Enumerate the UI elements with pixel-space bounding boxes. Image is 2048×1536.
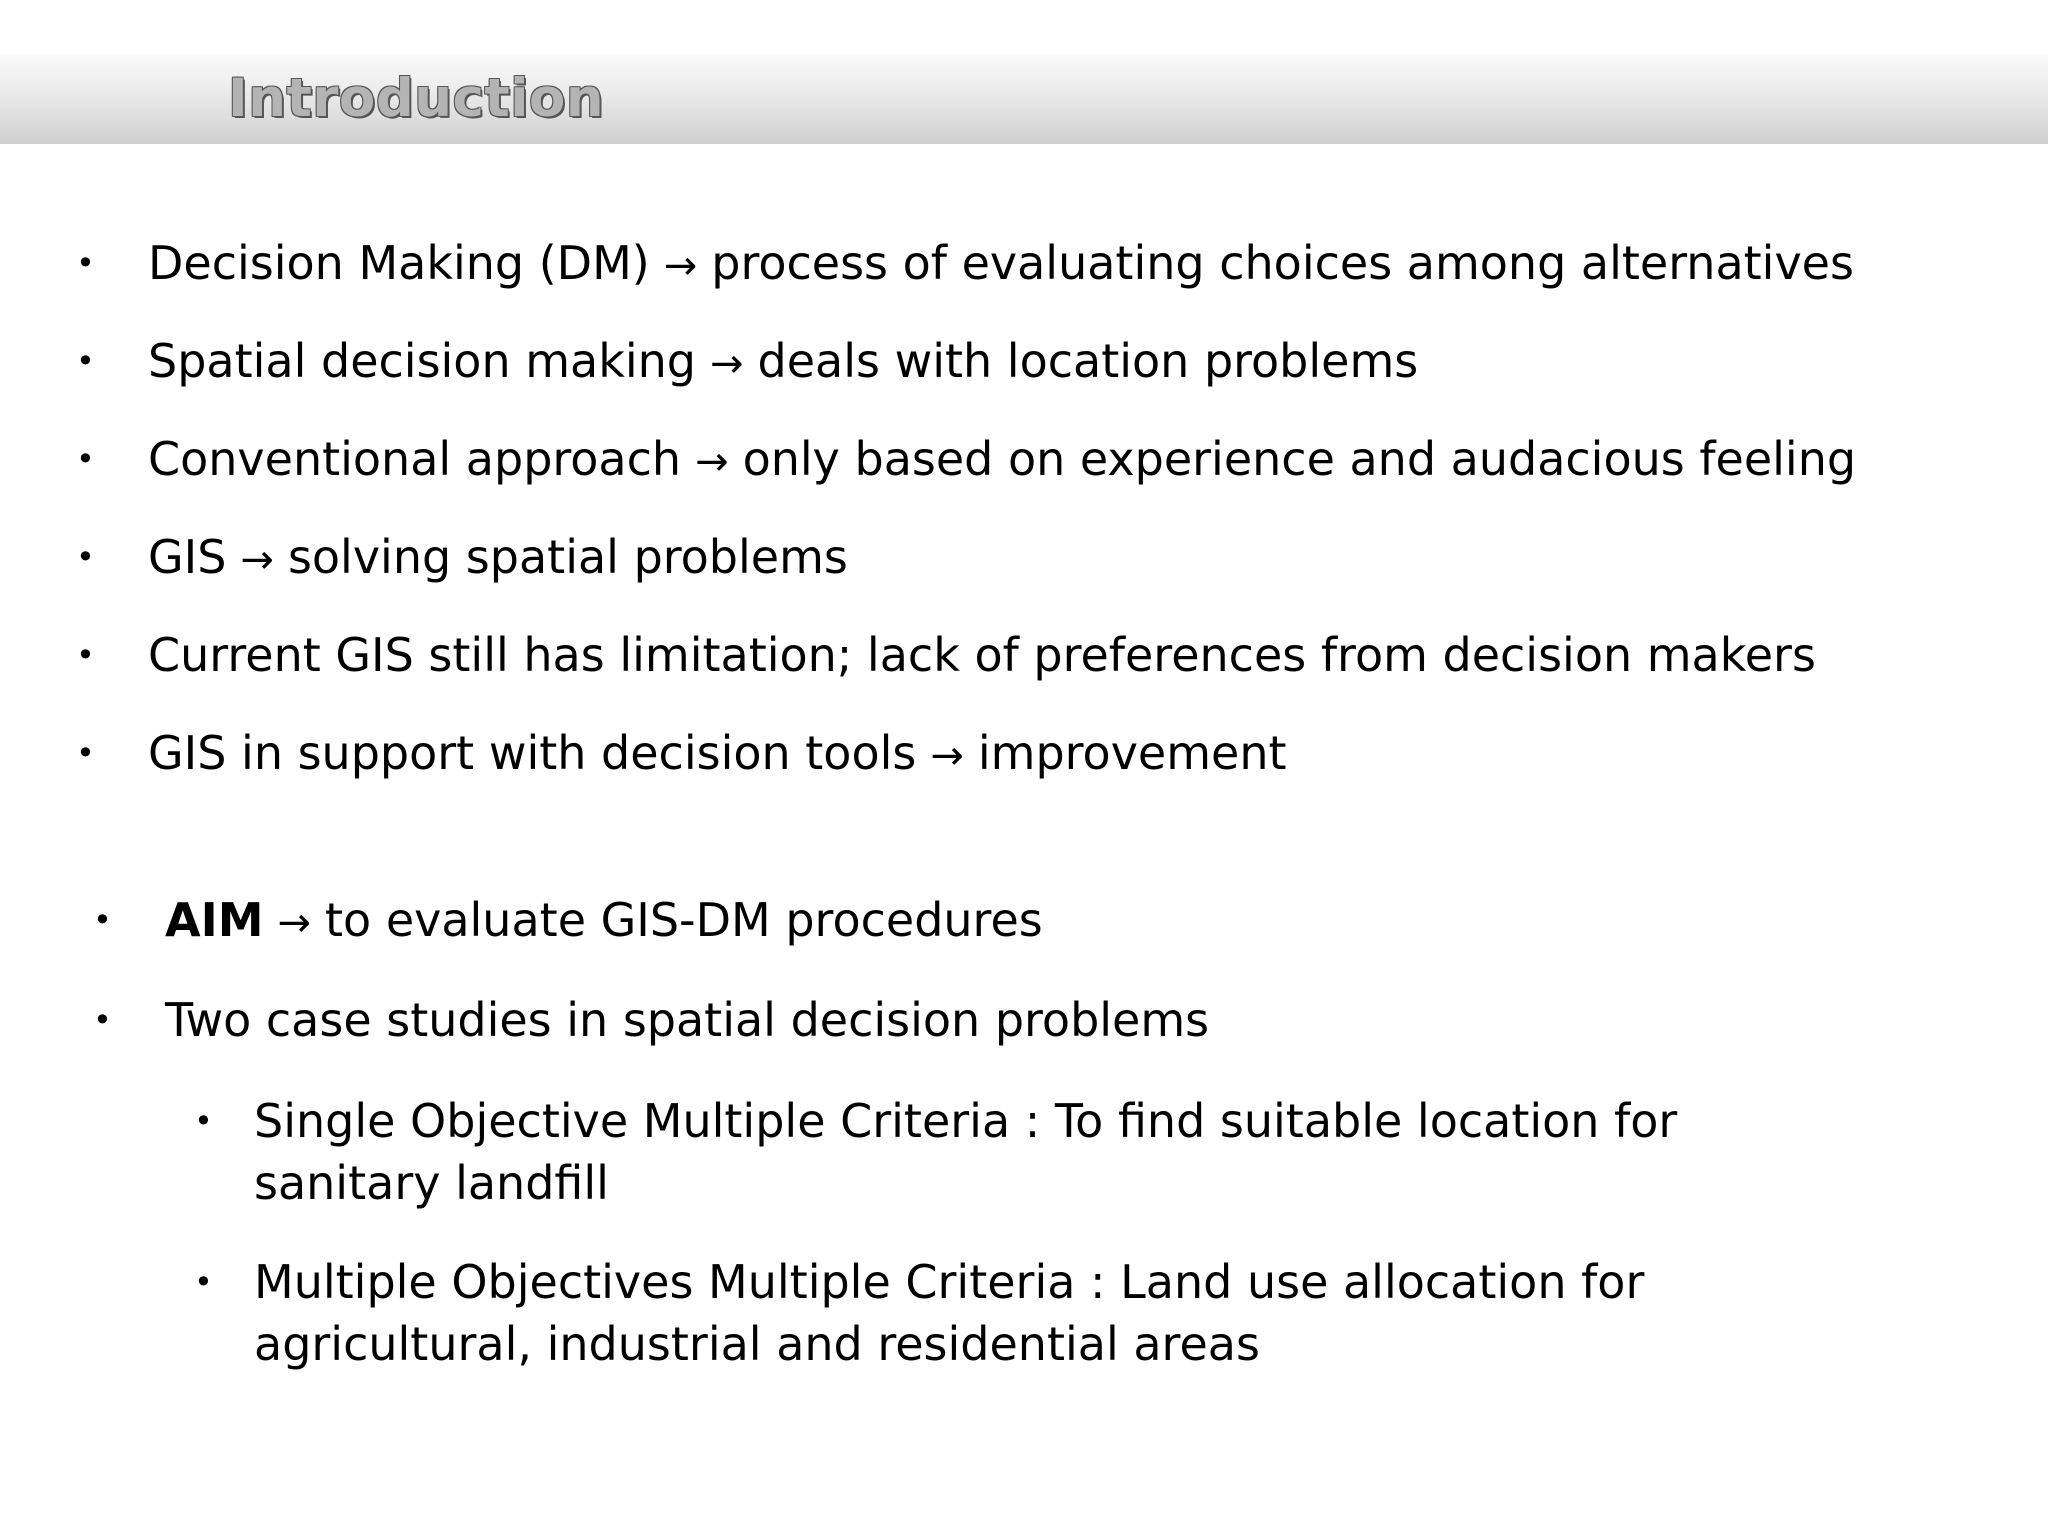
bullet-icon: • [194, 1263, 213, 1301]
bullet-icon: • [76, 244, 95, 282]
bullet-rest: solving spatial problems [287, 530, 848, 584]
list-item [76, 624, 1816, 686]
list-item [76, 526, 848, 591]
bullet-icon: • [93, 1001, 112, 1039]
aim-item [93, 889, 1043, 954]
list-item [76, 232, 1854, 297]
bullet-icon: • [76, 734, 95, 772]
case-study-text: Single Objective Multiple Criteria : To find suitable location for sanitary landfill [254, 1094, 1678, 1210]
arrow-right-icon: → [663, 243, 698, 289]
bullet-lead: Conventional approach [148, 432, 682, 486]
bullet-rest: deals with location problems [757, 334, 1419, 388]
bullet-lead: GIS [148, 530, 227, 584]
bullet-icon: • [76, 636, 95, 674]
bullet-icon: • [93, 901, 112, 939]
arrow-right-icon: → [930, 733, 964, 779]
bullet-rest: only based on experience and audacious feeling [742, 432, 1857, 486]
bullet-icon: • [76, 440, 95, 478]
bullet-rest: process of evaluating choices among alternatives [711, 236, 1854, 290]
case-study-text: Multiple Objectives Multiple Criteria : Land use allocation for agricultural, industrial and residential areas [254, 1255, 1645, 1371]
bullet-lead: Spatial decision making [148, 334, 697, 388]
list-item [76, 428, 1857, 493]
aim-label: AIM [165, 893, 264, 947]
case-studies-text: Two case studies in spatial decision problems [165, 993, 1210, 1047]
bullet-text: Current GIS still has limitation; lack of preferences from decision makers [148, 628, 1816, 682]
arrow-right-icon: → [695, 439, 729, 485]
bullet-rest: improvement [977, 726, 1287, 780]
arrow-right-icon: → [710, 341, 744, 387]
list-item [76, 330, 1419, 395]
arrow-right-icon: → [277, 900, 312, 946]
case-studies-item [93, 989, 1210, 1051]
arrow-right-icon: → [240, 537, 274, 583]
slide-title: Introduction [228, 68, 605, 129]
bullet-icon: • [76, 538, 95, 576]
case-study-item [194, 1251, 1814, 1375]
bullet-lead: Decision Making (DM) [148, 236, 650, 290]
aim-text: to evaluate GIS-DM procedures [325, 893, 1043, 947]
bullet-icon: • [76, 342, 95, 380]
bullet-lead: GIS in support with decision tools [148, 726, 917, 780]
bullet-icon: • [194, 1102, 213, 1140]
list-item [76, 722, 1287, 787]
case-study-item [194, 1090, 1814, 1214]
